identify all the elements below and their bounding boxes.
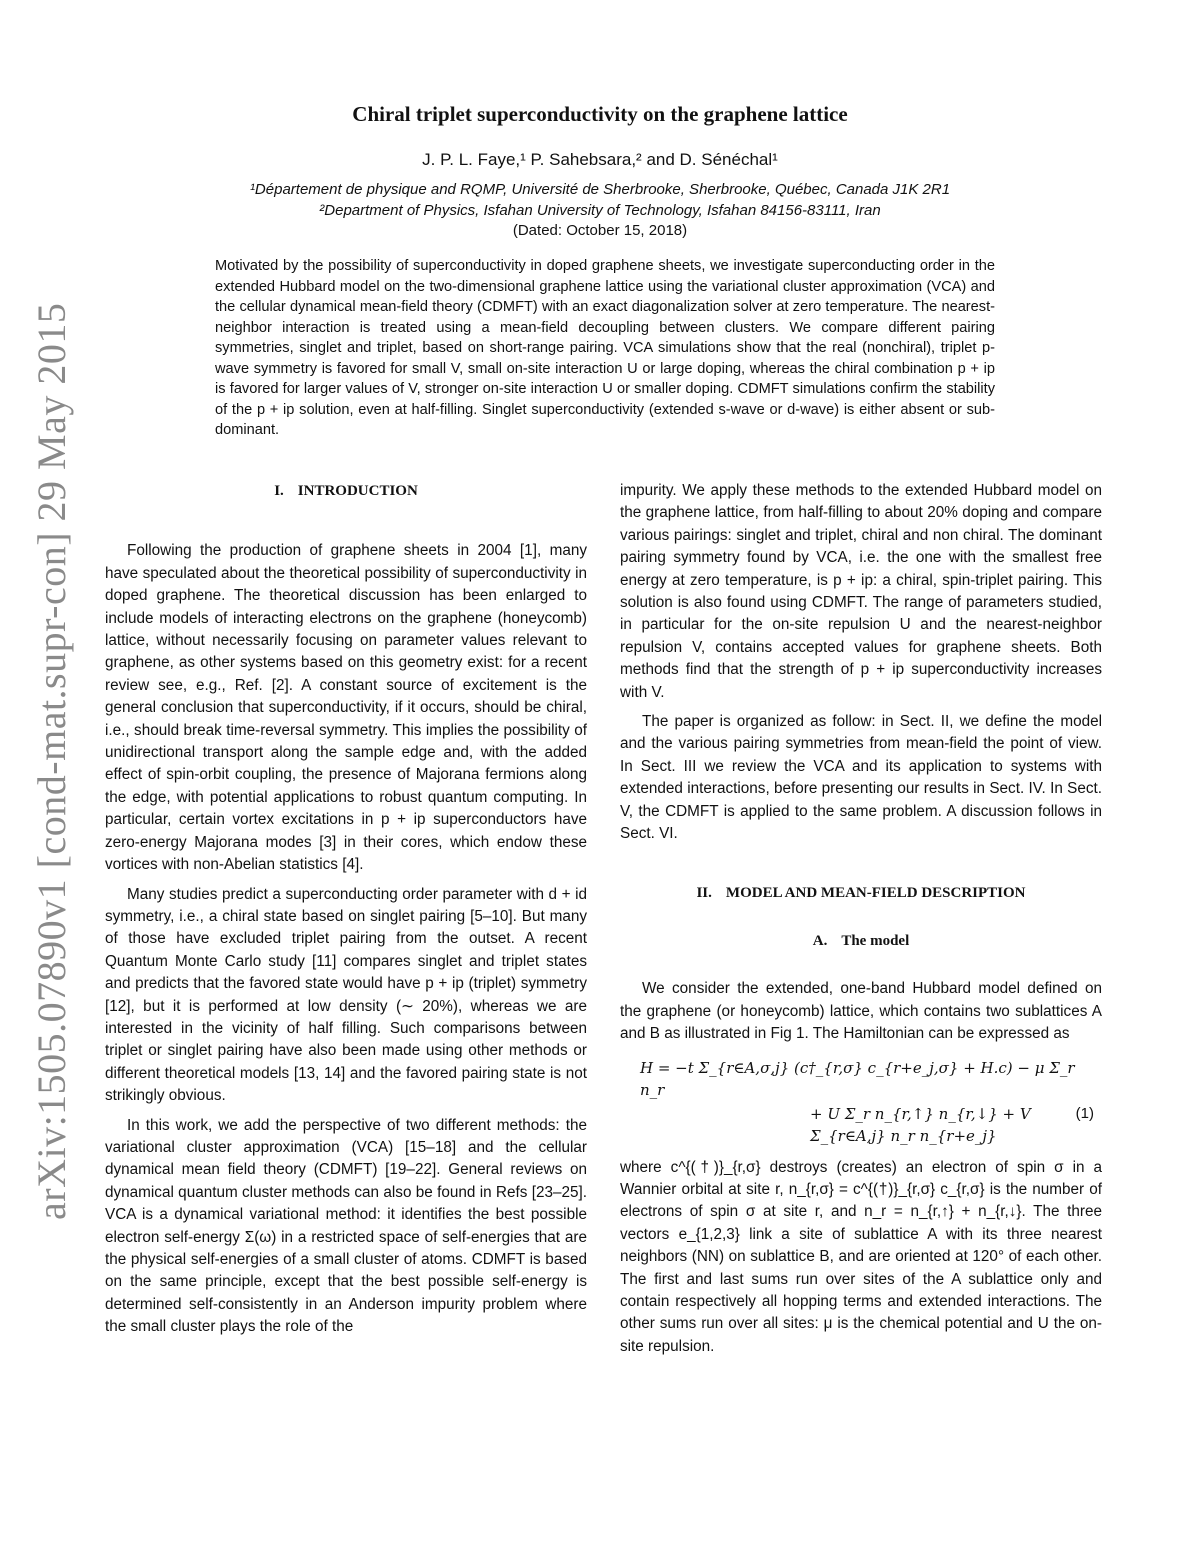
right-column: [620, 480, 1102, 1365]
subsection-title: The model: [841, 932, 910, 949]
section-number: I.: [274, 483, 284, 499]
paragraph: where c^{(†)}_{r,σ} destroys (creates) an electron of spin σ in a Wannier orbital at site r, n_{r,σ} = c^{(†)}_{r,σ} c_{r,σ} is the number of electrons of spin σ at site r, and n_r = n_{r,↑} + n_{r,↓}. The three vectors e_{1,2,3} link a site of sublattice A with its three nearest neighbors (NN) on sublattice B, and are oriented at 120° of each other. The first and last sums run over sites of the A sublattice only and contain respectively all hopping terms and extended interactions. The other sums run over all sites: μ is the chemical potential and U the on-site repulsion.: [620, 1158, 1102, 1355]
section-heading-introduction: [105, 480, 587, 502]
paragraph: We consider the extended, one-band Hubbard model defined on the graphene (or honeycomb) lattice, which contains two sublattices A and B as illustrated in Fig 1. The Hamiltonian can be expressed as: [620, 980, 1102, 1043]
equation-line-2: + U Σ_r n_{r,↑} n_{r,↓} + V Σ_{r∈A,j} n_r n_{r+e_j}: [810, 1104, 1031, 1145]
hamiltonian-equation: [620, 1053, 1102, 1145]
affiliation-2: ²Department of Physics, Isfahan University of Technology, Isfahan 84156-83111, Iran: [319, 202, 881, 219]
date-line: (Dated: October 15, 2018): [512, 222, 688, 239]
abstract: Motivated by the possibility of superconductivity in doped graphene sheets, we investigate superconducting order in the extended Hubbard model on the two-dimensional graphene lattice using the variational cluster approximation (VCA) and the cellular dynamical mean-field theory (CDMFT) with an exact diagonalization solver at zero temperature. The nearest-neighbor interaction is treated using a mean-field decoupling between clusters. We compare different pairing symmetries, singlet and triplet, based on short-range pairing. VCA simulations show that the real (nonchiral), triplet p-wave symmetry is favored for small V, small on-site interaction U or large doping, whereas the chiral combination p + ip is favored for larger values of V, stronger on-site interaction U or smaller doping. CDMFT simulations confirm the stability of the p + ip solution, even at half-filling. Singlet superconductivity (extended s-wave or d-wave) is either absent or sub-dominant.: [215, 258, 995, 438]
equation-line-1: H = −t Σ_{r∈A,σ,j} (c†_{r,σ} c_{r+e_j,σ} + H.c) − μ Σ_r n_r: [640, 1058, 1075, 1099]
paragraph: impurity. We apply these methods to the extended Hubbard model on the graphene lattice, from half-filling to about 20% doping and compare various pairings: singlet and triplet, chiral and non chiral. The dominant pairing symmetry found by VCA, i.e. the one with the smallest free energy at zero temperature, is p + ip: a chiral, spin-triplet pairing. This solution is also found using CDMFT. The range of parameters studied, in particular for the on-site repulsion U and the nearest-neighbor repulsion V, contains accepted values for graphene sheets. Both methods find that the strength of p + ip superconductivity increases with V.: [620, 482, 1102, 701]
subsection-heading-the-model: [620, 930, 1102, 952]
paragraph: Many studies predict a superconducting order parameter with d + id symmetry, i.e., a chiral state based on singlet pairing [5–10]. But many of those have excluded triplet pairing from the outset. A recent Quantum Monte Carlo study [11] compares singlet and triplet states and predicts that the favored state would have p + ip (triplet) symmetry [12], but it is performed at low density (∼ 20%), whereas we are interested in the vicinity of half filling. Such comparisons between triplet or singlet pairing have also been made using other methods or different theoretical models [13, 14] and the favored pairing state is not strikingly obvious.: [105, 885, 587, 1105]
left-column: [105, 480, 587, 1346]
paragraph: Following the production of graphene sheets in 2004 [1], many have speculated about the theoretical possibility of superconductivity in doped graphene. The theoretical discussion has been enlarged to include models of interacting electrons on the graphene (honeycomb) lattice, without necessarily focusing on parameter values relevant to graphene, as other systems based on this geometry exist: for a recent review see, e.g., Ref. [2]. A constant source of excitement is the general conclusion that superconductivity, if it occurs, should be chiral, i.e., should break time-reversal symmetry. This implies the possibility of unidirectional transport along the sample edge and, with the added effect of spin-orbit coupling, the presence of Majorana fermions along the edge, with potential applications to robust quantum computing. In particular, certain vortex excitations in p + ip superconductors have zero-energy Majorana modes [3] in their cores, which endow these vortices with non-Abelian statistics [4].: [105, 542, 587, 874]
paragraph: The paper is organized as follow: in Sect. II, we define the model and the various pairing symmetries from mean-field the point of view. In Sect. III we review the VCA and its application to systems with extended interactions, before presenting our results in Sect. IV. In Sect. V, the CDMFT is applied to the same problem. A discussion follows in Sect. VI.: [620, 713, 1102, 843]
section-heading-model: [620, 882, 1102, 904]
equation-number: (1): [1075, 1104, 1094, 1122]
affiliation-1: ¹Département de physique and RQMP, Université de Sherbrooke, Sherbrooke, Québec, Canada J1K 2R1: [249, 181, 951, 198]
author-list: J. P. L. Faye,¹ P. Sahebsara,² and D. Sénéchal¹: [422, 150, 778, 169]
paper-title: Chiral triplet superconductivity on the graphene lattice: [352, 102, 848, 126]
section-number: II.: [696, 884, 712, 901]
paragraph: In this work, we add the perspective of two different methods: the variational cluster approximation (VCA) [15–18] and the cellular dynamical mean field theory (CDMFT) [19–22]. General reviews on dynamical quantum cluster methods can also be found in Refs [23–25]. VCA is a dynamical variational method: it identifies the best possible electron self-energy Σ(ω) in a restricted space of self-energies that are the physical self-energies of a small cluster of atoms. CDMFT is based on the same principle, except that the best possible self-energy is determined self-consistently in an Anderson impurity problem where the small cluster plays the role of the: [105, 1116, 587, 1336]
section-title: INTRODUCTION: [297, 483, 418, 499]
section-title: MODEL AND MEAN-FIELD DESCRIPTION: [725, 884, 1026, 901]
subsection-number: A.: [812, 932, 828, 949]
arxiv-identifier: arXiv:1505.07890v1 [cond-mat.supr-con] 29 May 2015: [29, 302, 74, 1220]
